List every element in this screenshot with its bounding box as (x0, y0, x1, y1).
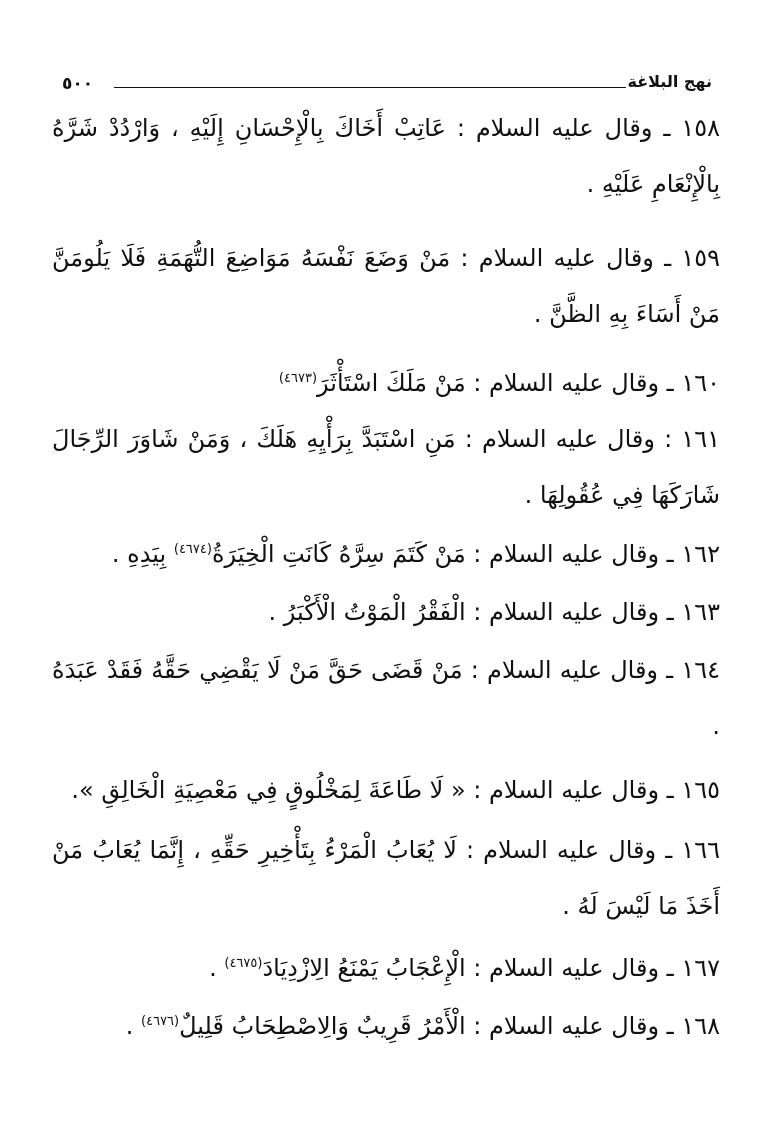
saying-text-after: . (125, 1012, 142, 1040)
saying-text-after: . (209, 954, 225, 982)
saying-159 (52, 230, 720, 342)
saying-text: ١٦٢ ـ وقال عليه السلام : مَنْ كَتَمَ سِرَّهُ كَانَتِ الْخِيَرَةُ (211, 540, 720, 568)
saying-168 (52, 998, 720, 1054)
saying-165 (52, 762, 720, 818)
saying-text-after: بِيَدِهِ . (111, 540, 174, 568)
saying-text: ١٦٥ ـ وقال عليه السلام : « لَا طَاعَةَ لِمَخْلُوقٍ فِي مَعْصِيَةِ الْخَالِقِ ». (71, 776, 720, 804)
saying-160 (52, 355, 720, 411)
header-rule (114, 87, 626, 88)
saying-163 (52, 584, 720, 640)
page-number: ٥٠٠ (62, 74, 94, 94)
saying-161 (52, 411, 720, 523)
saying-text: ١٦٦ ـ وقال عليه السلام : لَا يُعَابُ الْمَرْءُ بِتَأْخِيرِ حَقِّهِ ، إِنَّمَا يُعَابُ مَنْ أَخَذَ مَا لَيْسَ لَهُ . (52, 836, 720, 920)
saying-162 (52, 526, 720, 582)
saying-text: ١٦٠ ـ وقال عليه السلام : مَنْ مَلَكَ اسْتَأْثَرَ (317, 369, 720, 397)
saying-text: ١٦٤ ـ وقال عليه السلام : مَنْ قَضَى حَقَّ مَنْ لَا يَقْضِي حَقَّهُ فَقَدْ عَبَدَهُ . (52, 656, 720, 740)
saying-164 (52, 642, 720, 754)
saying-158 (52, 100, 720, 212)
book-title: نهج البلاغة (627, 72, 712, 91)
saying-text: ١٦١ : وقال عليه السلام : مَنِ اسْتَبَدَّ بِرَأْيِهِ هَلَكَ ، وَمَنْ شَاوَرَ الرِّجَالَ شَارَكَهَا فِي عُقُولِهَا . (52, 425, 720, 509)
saying-167 (52, 940, 720, 996)
saying-text: ١٦٣ ـ وقال عليه السلام : الْفَقْرُ الْمَوْتُ الْأَكْبَرُ . (268, 598, 720, 626)
saying-166 (52, 822, 720, 934)
saying-text: ١٦٧ ـ وقال عليه السلام : الْإِعْجَابُ يَمْنَعُ الِازْدِيَادَ (262, 954, 720, 982)
saying-text: ١٥٨ ـ وقال عليه السلام : عَاتِبْ أَخَاكَ بِالْإِحْسَانِ إِلَيْهِ ، وَارْدُدْ شَرَّهُ بِالْإِنْعَامِ عَلَيْهِ . (52, 114, 720, 198)
saying-text: ١٦٨ ـ وقال عليه السلام : الْأَمْرُ قَرِيبٌ وَالِاصْطِحَابُ قَلِيلٌ (179, 1012, 720, 1040)
running-header (62, 72, 712, 100)
footnote-marker[interactable]: (٤٦٧٤) (173, 542, 212, 557)
footnote-marker[interactable]: (٤٦٧٦) (141, 1014, 180, 1029)
saying-text: ١٥٩ ـ وقال عليه السلام : مَنْ وَضَعَ نَفْسَهُ مَوَاضِعَ التُّهَمَةِ فَلَا يَلُومَنَّ مَنْ أَسَاءَ بِهِ الظَّنَّ . (52, 244, 720, 328)
footnote-marker[interactable]: (٤٦٧٥) (224, 956, 263, 971)
footnote-marker[interactable]: (٤٦٧٣) (278, 371, 318, 386)
